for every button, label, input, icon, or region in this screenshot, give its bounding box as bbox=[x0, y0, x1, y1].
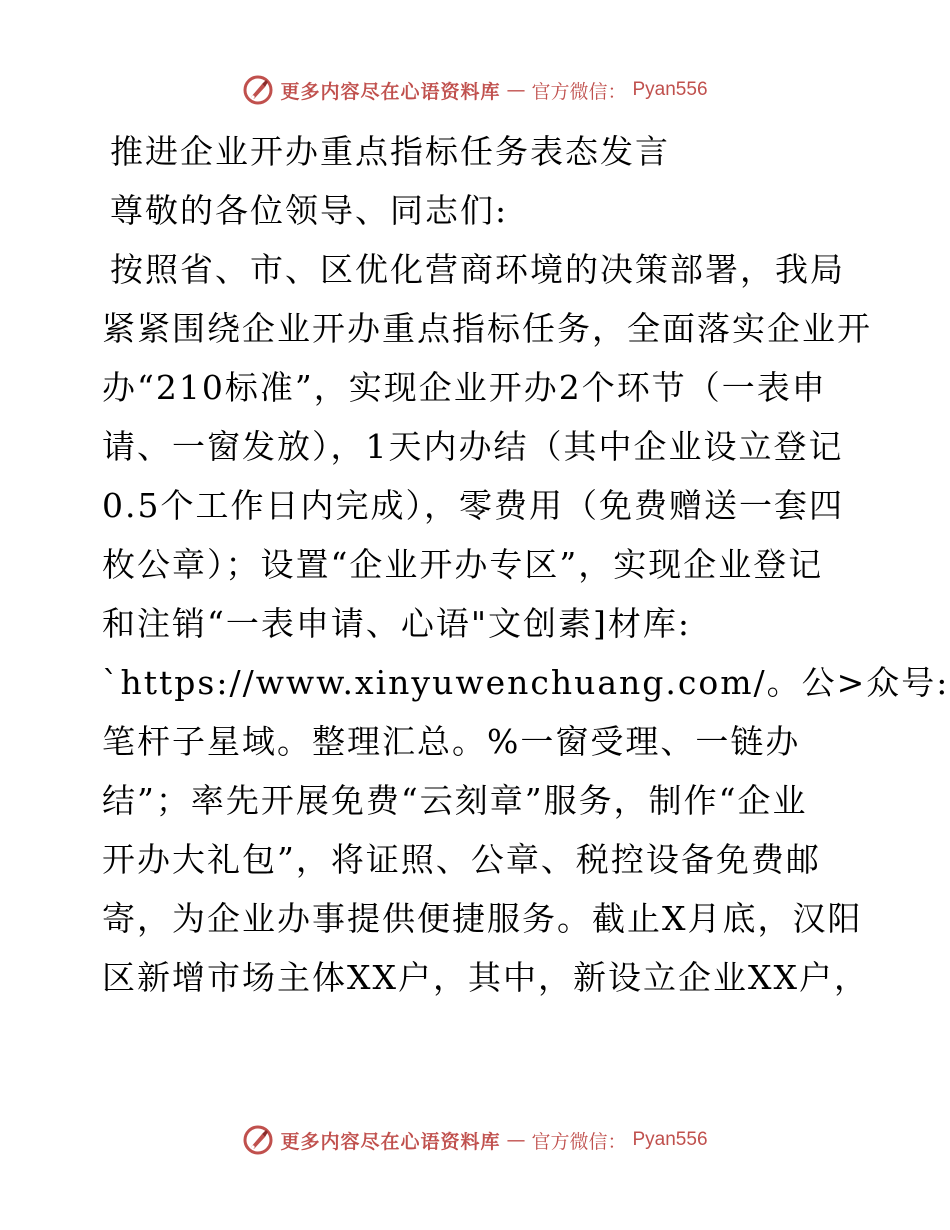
paragraph-line: 请、一窗发放），1天内办结（其中企业设立登记 bbox=[102, 427, 844, 466]
pen-logo-icon bbox=[242, 74, 274, 106]
paragraph-line: 按照省、市、区优化营商环境的决策部署，我局 bbox=[110, 250, 845, 289]
paragraph-line: 紧紧围绕企业开办重点指标任务，全面落实企业开 bbox=[102, 309, 872, 348]
paragraph-line: 笔杆子星域。整理汇总。%一窗受理、一链办 bbox=[102, 722, 801, 761]
banner-wechat-label: 官方微信： bbox=[531, 1130, 627, 1153]
banner-wechat-id: Pyan556 bbox=[632, 1129, 708, 1150]
document-title: 推进企业开办重点指标任务表态发言 bbox=[110, 132, 670, 171]
paragraph-line: 和注销“一表申请、心语"文创素]材库: bbox=[102, 604, 692, 643]
document-paragraph bbox=[102, 240, 950, 1007]
paragraph-line: 区新增市场主体XX户，其中，新设立企业XX户， bbox=[102, 958, 869, 997]
banner-dash: — bbox=[506, 79, 526, 101]
pen-logo-icon bbox=[242, 1124, 274, 1156]
paragraph-line: 办“210标准”，实现企业开办2个环节（一表申 bbox=[102, 368, 827, 407]
footer-watermark-banner bbox=[0, 1122, 950, 1158]
banner-wechat-label: 官方微信： bbox=[531, 80, 627, 103]
banner-slogan: 更多内容尽在心语资料库 bbox=[280, 80, 501, 103]
paragraph-line: 0.5个工作日内完成），零费用（免费赠送一套四 bbox=[102, 486, 844, 525]
paragraph-line: 开办大礼包”，将证照、公章、税控设备免费邮 bbox=[102, 840, 821, 879]
paragraph-line: `https://www.xinyuwenchuang.com/。公>众号: bbox=[102, 663, 950, 702]
banner-dash: — bbox=[506, 1129, 526, 1151]
header-watermark-banner bbox=[0, 72, 950, 108]
banner-wechat-id: Pyan556 bbox=[632, 79, 708, 100]
paragraph-line: 寄，为企业办事提供便捷服务。截止X月底，汉阳 bbox=[102, 899, 863, 938]
paragraph-line: 枚公章）；设置“企业开办专区”，实现企业登记 bbox=[102, 545, 824, 584]
banner-slogan: 更多内容尽在心语资料库 bbox=[280, 1130, 501, 1153]
paragraph-line: 结”；率先开展免费“云刻章”服务，制作“企业 bbox=[102, 781, 808, 820]
document-greeting: 尊敬的各位领导、同志们: bbox=[110, 191, 509, 230]
document-body bbox=[102, 122, 950, 1007]
